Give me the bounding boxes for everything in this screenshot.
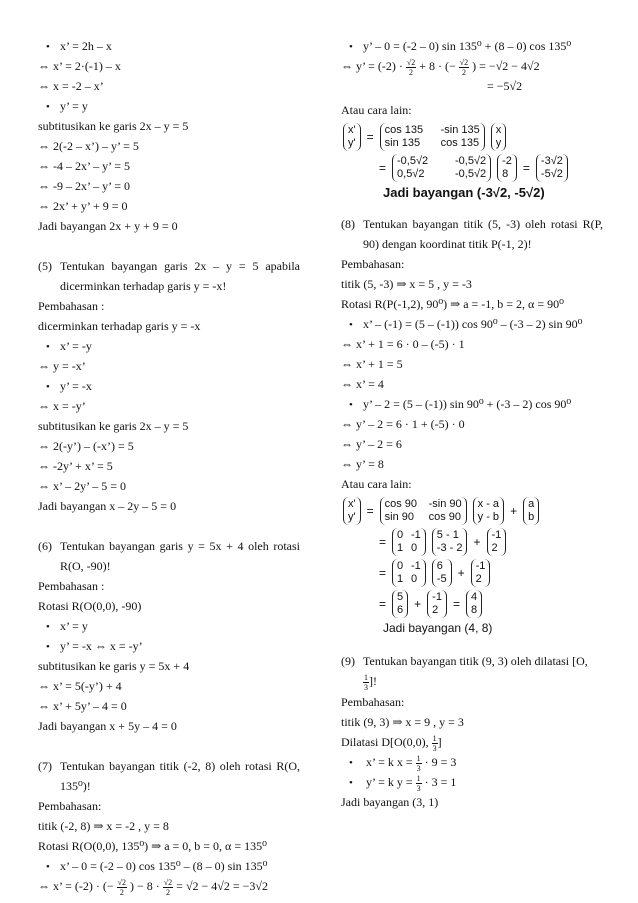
equation-line: Rotasi R(O(0,0), 135⁰) ⇒ a = 0, b = 0, α = 135⁰ [38,839,267,853]
matrix-caption: Jadi bayangan (4, 8) [383,621,493,635]
problem-text: Tentukan bayangan garis 2x – y = 5 apabila dicerminkan terhadap garis y = -x! [60,259,300,293]
problem-text: Tentukan bayangan titik (9, 3) oleh dilatasi [O, $\frac{1}{3}$ ]! [363,654,588,692]
equation-line: titik (5, -3) ⇒ x = 5 , y = -3 [341,277,472,291]
equation-line: ⇔ y’ – 2 = 6 · 1 + (-5) · 0 [341,417,465,431]
matrix: 0 -1 1 0 [392,528,426,556]
equation-line: ⇔ -4 – 2x’ – y’ = 5 [38,159,130,173]
fraction: $\frac{1}{3}$ [432,733,437,753]
equation-line: = −5√2 [487,79,523,93]
equation-line: ⇔ y’ = 8 [341,457,384,471]
matrix-figure-1 [343,123,603,200]
equation-line: • y’ – 2 = (5 – (-1)) sin 90⁰ + (-3 – 2) cos 90⁰ [341,394,603,414]
problem-text: Tentukan bayangan garis y = 5x + 4 oleh rotasi R(O, -90)! [60,539,300,573]
equation-line: Jadi bayangan 2x + y + 9 = 0 [38,219,178,233]
matrix: -1 2 [427,590,447,618]
fraction: $\frac{√2}{2}$ [459,57,469,77]
matrix: x' y' [343,123,361,151]
problem-text: Tentukan bayangan titik (5, -3) oleh rotasi R(P, 90) dengan koordinat titik P(-1, 2)! [363,217,603,251]
equation-line: • y’ = -x ⇔ x = -y’ [38,636,300,656]
matrix: x - a y - b [473,497,504,525]
equation-line: ⇔ y’ – 2 = 6 [341,437,402,451]
matrix: -0,5√2 -0,5√2 0,5√2 -0,5√2 [392,154,491,182]
equation-line: • y’ = k y = $\frac{1}{3}$ · 3 = 1 [341,772,603,792]
equation-line: • x’ = -y [38,336,300,356]
matrix: a b [523,497,539,525]
right-column [341,36,603,812]
equation-line: • x’ = k x = $\frac{1}{3}$ · 9 = 3 [341,752,603,772]
fraction: $\frac{√2}{2}$ [117,877,127,897]
equation-line: dicerminkan terhadap garis y = -x [38,319,201,333]
left-column [38,36,300,896]
problem-8 [341,214,603,254]
equation-line: titik (9, 3) ⇒ x = 9 , y = 3 [341,714,464,729]
equation-line: ⇔ x’ – 2y’ – 5 = 0 [38,479,126,493]
equation-line: ⇔ x’ = 2·(-1) – x [38,59,121,73]
equation-line: Pembahasan : [38,579,105,593]
equation-line: ⇔ x’ = 5(-y’) + 4 [38,679,122,693]
matrix: 5 - 1 -3 - 2 [432,528,468,556]
problem-5 [38,256,300,296]
equation-line: ⇔ x’ = 4 [341,377,384,391]
equation-line: Jadi bayangan x – 2y – 5 = 0 [38,499,177,513]
equation-line: • x’ – 0 = (-2 – 0) cos 135⁰ – (8 – 0) sin 135⁰ [38,856,300,876]
equation-line: ⇔ -2y’ + x’ = 5 [38,459,113,473]
equation-line: • x’ = 2h – x [38,36,300,56]
equation-line: Pembahasan: [38,799,102,813]
equation-line: • x’ = y [38,616,300,636]
equation-line: ⇔ x’ = (-2) · (− $\frac{√2}{2}$ ) − 8 · $\frac{√2}{2}$ = √2 − 4√2 = −3√2 [38,877,268,897]
equation-line: Pembahasan : [38,299,105,313]
matrix: 6 -5 [432,559,452,587]
equation-line: Rotasi R(O(0,0), -90) [38,599,142,613]
equation-line: Rotasi R(P(-1,2), 90⁰) ⇒ a = -1, b = 2, α = 90⁰ [341,297,564,311]
problem-text: Tentukan bayangan titik (-2, 8) oleh rotasi R(O, 135⁰)! [60,759,300,793]
rotation-matrix: cos 135 -sin 135 sin 135 cos 135 [380,123,485,151]
problem-number: (7) [38,759,52,773]
equation-line: ⇔ 2x’ + y’ + 9 = 0 [38,199,128,213]
fraction: $\frac{1}{3}$ [416,753,421,773]
rotation-matrix: cos 90 -sin 90 sin 90 cos 90 [380,497,467,525]
alt-method-label: Atau cara lain: [341,477,412,491]
matrix: 0 -1 1 0 [392,559,426,587]
equation-line: titik (-2, 8) ⇒ x = -2 , y = 8 [38,819,169,833]
problem-7 [38,756,300,796]
equation-line: • x’ – (-1) = (5 – (-1)) cos 90⁰ – (-3 – 2) sin 90⁰ [341,314,603,334]
matrix: -1 2 [471,559,491,587]
equation-line: ⇔ x = -2 – x’ [38,79,104,93]
fraction: $\frac{√2}{2}$ [406,57,416,77]
equation-line: Jadi bayangan x + 5y – 4 = 0 [38,719,177,733]
equation-line: ⇔ x’ + 5y’ – 4 = 0 [38,699,127,713]
matrix: -1 2 [487,528,507,556]
equation-line: subtitusikan ke garis y = 5x + 4 [38,659,190,673]
equation-line: • y’ = y [38,96,300,116]
fraction: $\frac{1}{3}$ [364,672,368,692]
matrix: -3√2 -5√2 [536,154,568,182]
equation-line: • y’ – 0 = (-2 – 0) sin 135⁰ + (8 – 0) cos 135⁰ [341,36,603,56]
matrix-equation-row: x' y' = cos 135 -sin 135 sin 135 cos 135 x y [343,123,603,151]
matrix-equation-row: = 0 -1 1 0 5 - 1 -3 - 2 + -1 2 [379,528,603,556]
equation-line: ⇔ 2(-y’) – (-x’) = 5 [38,439,134,453]
equation-line: ⇔ y’ = (-2) · $\frac{√2}{2}$ + 8 · (− $\frac{√2}{2}$ ) = −√2 − 4√2 [341,57,540,77]
matrix-equation-row: = 0 -1 1 0 6 -5 + -1 2 [379,559,603,587]
equation-line: ⇔ x’ + 1 = 5 [341,357,403,371]
equation-line: Dilatasi D[O(0,0), $\frac{1}{3}$ ] [341,733,442,753]
equation-line: Pembahasan: [341,257,405,271]
matrix: x' y' [343,497,361,525]
conclusion: Jadi bayangan (3, 1) [341,794,439,809]
matrix-equation-row: x' y' = cos 90 -sin 90 sin 90 cos 90 x - a y - b + a b [343,497,603,525]
matrix-equation-row: = 5 6 + -1 2 = 4 8 [379,590,603,618]
alt-method-label: Atau cara lain: [341,103,412,117]
problem-6 [38,536,300,576]
problem-number: (5) [38,259,52,273]
problem-number: (9) [341,654,355,668]
matrix: 5 6 [392,590,408,618]
problem-9 [341,651,603,692]
matrix: -2 8 [497,154,517,182]
equation-line: ⇔ x’ + 1 = 6 · 0 – (-5) · 1 [341,337,465,351]
problem-number: (6) [38,539,52,553]
equation-line: ⇔ y = -x’ [38,359,86,373]
equation-line: subtitusikan ke garis 2x – y = 5 [38,119,189,133]
equation-line: ⇔ x = -y’ [38,399,86,413]
matrix-equation-row: = -0,5√2 -0,5√2 0,5√2 -0,5√2 -2 8 = -3√2 -5√2 [379,154,603,182]
equation-line: • y’ = -x [38,376,300,396]
matrix-caption: Jadi bayangan (-3√2, -5√2) [383,185,545,200]
equation-line: ⇔ -9 – 2x’ – y’ = 0 [38,179,130,193]
equation-line: ⇔ 2(-2 – x’) – y’ = 5 [38,139,139,153]
equation-line: subtitusikan ke garis 2x – y = 5 [38,419,189,433]
matrix-figure-2 [343,497,603,635]
equation-line: Pembahasan: [341,694,405,709]
matrix: x y [491,123,507,151]
problem-number: (8) [341,217,355,231]
matrix: 4 8 [466,590,482,618]
fraction: $\frac{√2}{2}$ [163,877,173,897]
fraction: $\frac{1}{3}$ [416,773,421,793]
